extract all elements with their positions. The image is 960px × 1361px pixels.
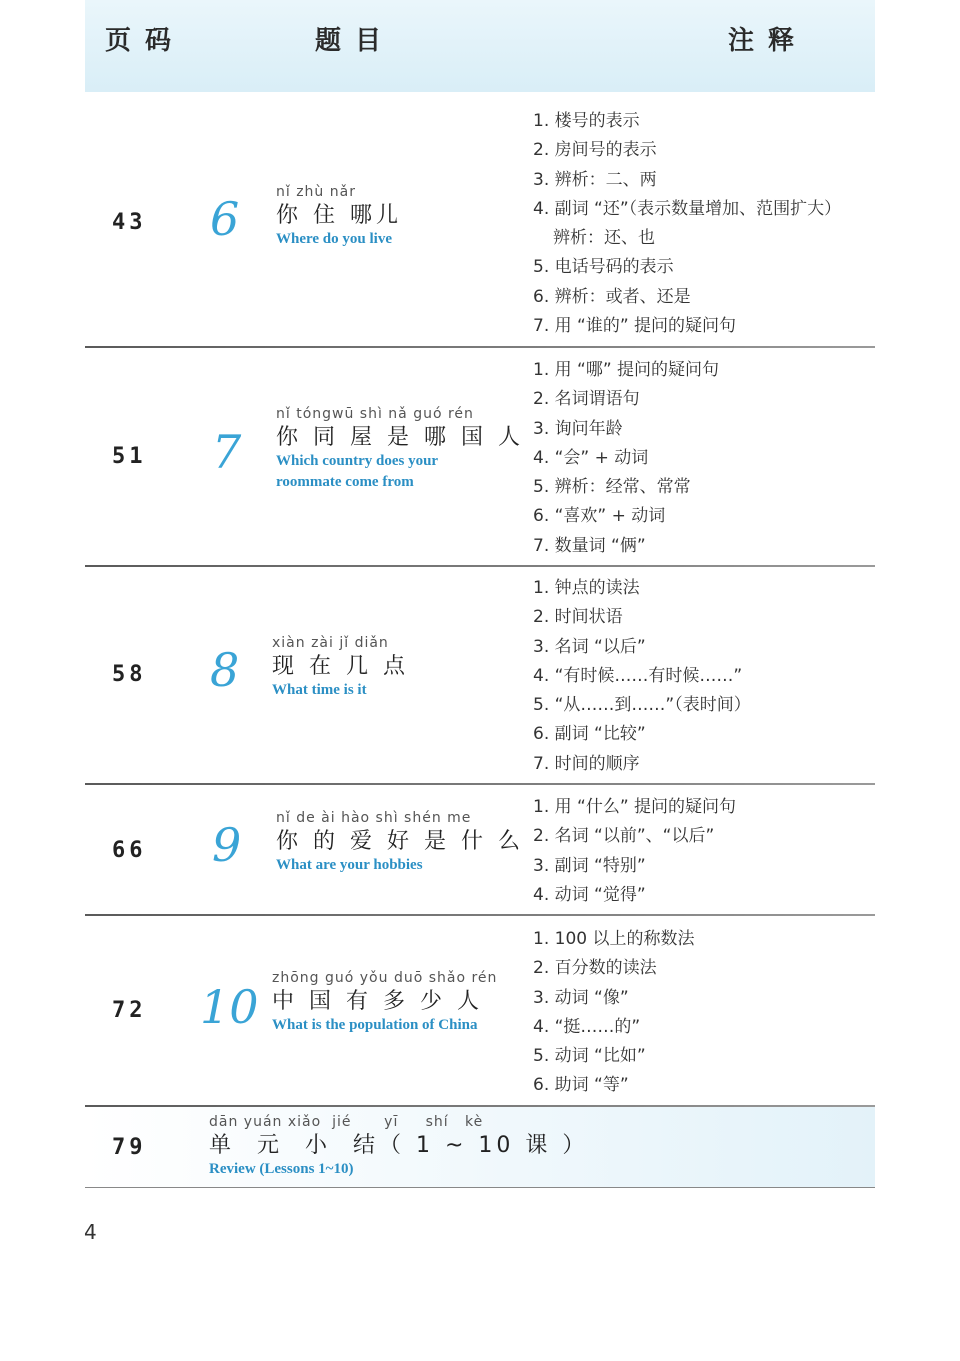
note-item: 2. 百分数的读法: [533, 958, 657, 979]
lesson-title-cn: 你 同 屋 是 哪 国 人: [276, 425, 524, 450]
review-pinyin: dān yuán xiǎo jié yī shí kè: [209, 1114, 484, 1130]
note-item: 3. 副词 “特别”: [533, 855, 646, 876]
lesson-title-en: What is the population of China: [272, 1017, 478, 1033]
lesson-title[interactable]: [272, 970, 497, 1036]
note-item: 3. 询问年龄: [533, 418, 623, 439]
note-item: 7. 时间的顺序: [533, 753, 640, 774]
note-item: 4. 动词 “觉得”: [533, 884, 646, 905]
page-number[interactable]: 43: [112, 210, 147, 235]
page-number[interactable]: 72: [112, 998, 147, 1023]
lesson-title[interactable]: [276, 184, 402, 250]
note-item: 1. 用 “哪” 提问的疑问句: [533, 360, 720, 380]
footer-page-number: 4: [84, 1220, 97, 1244]
row-divider: [85, 783, 875, 785]
note-item: 6. 助词 “等”: [533, 1075, 629, 1096]
lesson-title-en: Which country does your roommate come from: [276, 453, 438, 490]
note-item: 4. “有时候……有时候……”: [533, 665, 743, 686]
lesson-title-en: What are your hobbies: [276, 857, 423, 873]
note-item: 辨析：还、也: [553, 228, 655, 249]
review-page-number[interactable]: 79: [112, 1135, 147, 1160]
lesson-title[interactable]: [272, 635, 409, 701]
note-item: 1. 钟点的读法: [533, 578, 640, 598]
note-item: 2. 时间状语: [533, 607, 623, 628]
note-item: 1. 100 以上的称数法: [533, 929, 695, 949]
header-page-column: 页码: [105, 26, 186, 56]
note-item: 2. 名词 “以前”、“以后”: [533, 826, 715, 847]
note-item: 2. 房间号的表示: [533, 140, 657, 161]
notes-list: [533, 925, 694, 1101]
lesson-number: 9: [212, 818, 242, 872]
row-divider: [85, 1187, 875, 1188]
lesson-title[interactable]: [276, 810, 524, 876]
lesson-pinyin: nǐ tóngwū shì nǎ guó rén: [276, 406, 474, 422]
notes-list: [533, 356, 719, 561]
review-title[interactable]: [209, 1114, 588, 1180]
lesson-title[interactable]: [276, 406, 524, 493]
lesson-title-en: What time is it: [272, 682, 367, 698]
review-title-cn: 单 元 小 结（ 1 ~ 10 课 ）: [209, 1133, 589, 1158]
note-item: 1. 用 “什么” 提问的疑问句: [533, 797, 737, 817]
note-item: 4. “会” + 动词: [533, 447, 649, 468]
notes-list: [533, 107, 841, 341]
lesson-number: 10: [200, 980, 259, 1034]
review-title-en: Review (Lessons 1~10): [209, 1161, 354, 1177]
note-item: 6. 副词 “比较”: [533, 724, 646, 745]
lesson-title-cn: 中 国 有 多 少 人: [272, 989, 483, 1014]
note-item: 1. 楼号的表示: [533, 111, 640, 131]
lesson-title-en: Where do you live: [276, 231, 392, 247]
note-item: 5. “从……到……”（表时间）: [533, 695, 751, 716]
header-notes-column: 注释: [728, 26, 809, 56]
note-item: 5. 辨析：经常、常常: [533, 477, 691, 498]
note-item: 5. 电话号码的表示: [533, 257, 674, 278]
notes-list: [533, 793, 736, 910]
lesson-title-cn: 你 住 哪儿: [276, 203, 402, 228]
page-number[interactable]: 58: [112, 662, 147, 687]
lesson-number: 8: [210, 643, 240, 697]
lesson-number: 6: [210, 192, 240, 246]
note-item: 3. 动词 “像”: [533, 987, 629, 1008]
notes-list: [533, 574, 751, 779]
note-item: 4. 副词 “还”（表示数量增加、范围扩大）: [533, 198, 842, 219]
row-divider: [85, 565, 875, 567]
note-item: 2. 名词谓语句: [533, 389, 640, 410]
row-divider: [85, 914, 875, 916]
page-number[interactable]: 51: [112, 444, 147, 469]
lesson-pinyin: nǐ zhù nǎr: [276, 184, 356, 200]
header-title-column: 题目: [315, 26, 396, 56]
lesson-pinyin: nǐ de ài hào shì shén me: [276, 810, 472, 826]
note-item: 5. 动词 “比如”: [533, 1046, 646, 1067]
lesson-title-cn: 你 的 爱 好 是 什 么: [276, 829, 524, 854]
lesson-pinyin: xiàn zài jǐ diǎn: [272, 635, 389, 651]
note-item: 3. 辨析：二、两: [533, 169, 657, 190]
note-item: 7. 数量词 “俩”: [533, 535, 646, 556]
note-item: 7. 用 “谁的” 提问的疑问句: [533, 316, 737, 337]
note-item: 6. 辨析：或者、还是: [533, 286, 691, 307]
lesson-title-cn: 现 在 几 点: [272, 654, 409, 679]
row-divider: [85, 346, 875, 348]
lesson-pinyin: zhōng guó yǒu duō shǎo rén: [272, 970, 498, 986]
lesson-number: 7: [212, 425, 242, 479]
note-item: 6. “喜欢” + 动词: [533, 506, 666, 527]
note-item: 4. “挺……的”: [533, 1016, 641, 1037]
page-number[interactable]: 66: [112, 838, 147, 863]
note-item: 3. 名词 “以后”: [533, 636, 646, 657]
